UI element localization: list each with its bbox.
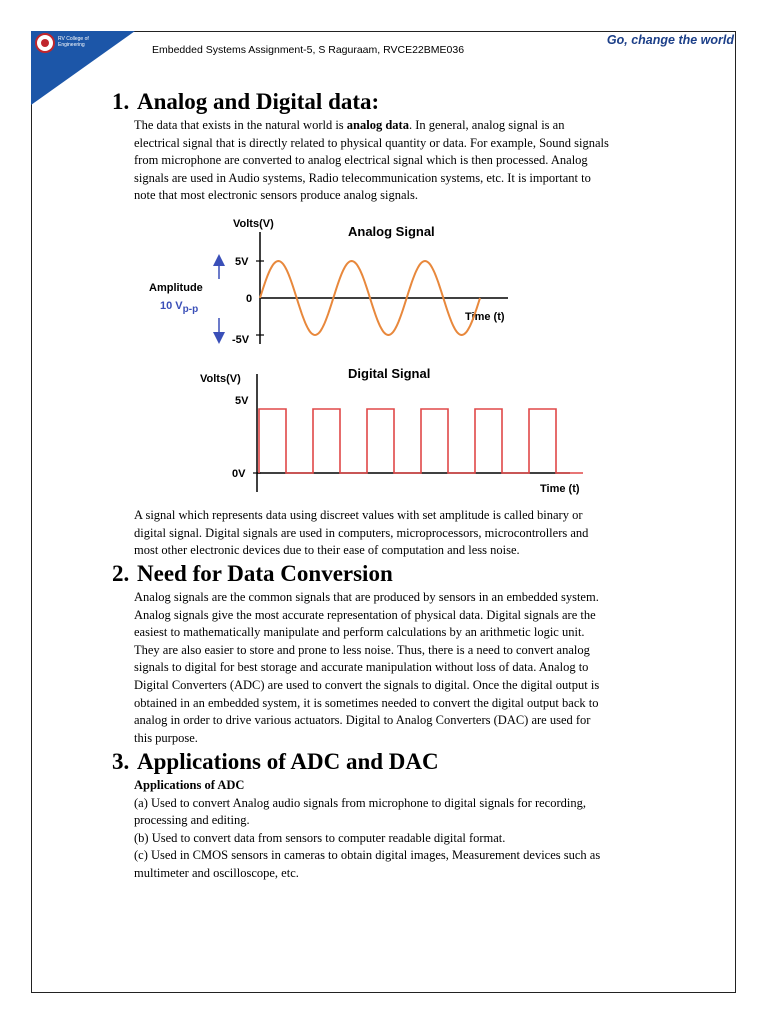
s2-line: Analog signals give the most accurate representation of physical data. Digital signals are the	[134, 607, 596, 622]
analog-tick-zero-label: 0	[246, 293, 253, 305]
section3-title: Applications of ADC and DAC	[137, 749, 439, 774]
p1-line1a: The data that exists in the natural world is	[134, 118, 347, 132]
analog-tick-bottom-label: -5V	[232, 334, 250, 346]
s2-line: this purpose.	[134, 730, 198, 745]
p1-line4: signals are used in Audio systems, Radio telecommunication systems, etc. It is important to	[134, 170, 591, 185]
header-slogan: Go, change the world	[606, 33, 734, 47]
p2-line2: digital signal. Digital signals are used in computers, microprocessors, microcontrollers and	[134, 525, 589, 540]
college-logo-icon	[35, 33, 55, 53]
section1-title: Analog and Digital data:	[137, 89, 380, 114]
section3-heading	[112, 749, 439, 775]
digital-title: Digital Signal	[348, 366, 431, 381]
amplitude-value-main: 10 V	[160, 300, 183, 312]
s2-line: They are also easier to store and prone to less noise. Thus, there is a need to convert analog	[134, 642, 590, 657]
amplitude-value-sub: p-p	[182, 304, 199, 315]
s3-line: processing and editing.	[134, 813, 250, 828]
s2-line: signals to digital for best storage and accurate manipulation without loss of data. Analog to	[134, 660, 589, 675]
header-title: Embedded Systems Assignment-5, S Raguraam, RVCE22BME036	[152, 44, 465, 56]
amplitude-label: Amplitude	[149, 282, 203, 294]
section1-paragraph1	[134, 117, 674, 205]
section2-number: 2.	[112, 561, 130, 586]
digital-y-axis-label: Volts(V)	[200, 373, 241, 385]
analog-data-term: analog data	[346, 118, 409, 132]
s2-line: easiest to mathematically manipulate and perform calculations by an arithmetic logic unit.	[134, 625, 585, 640]
s3-line: (a) Used to convert Analog audio signals from microphone to digital signals for recording,	[134, 795, 586, 810]
digital-tick-low-label: 0V	[232, 468, 246, 480]
s2-line: analog in order to drive various actuators. Digital to Analog Converters (DAC) are used for	[134, 713, 591, 728]
s3-line: multimeter and oscilloscope, etc.	[134, 865, 299, 880]
analog-tick-top-label: 5V	[235, 256, 249, 268]
section3-number: 3.	[112, 749, 130, 774]
digital-waveform	[259, 409, 583, 473]
s2-line: obtained in an embedded system, it is sometimes needed to convert the digital output back to	[134, 695, 599, 710]
section3-paragraph	[134, 777, 674, 883]
amplitude-value	[160, 300, 198, 315]
section1-heading	[112, 89, 379, 115]
p1-line2: electrical signal that is directly related to physical quantity or data. For example, Sound signals	[134, 135, 609, 150]
s3-line: (c) Used in CMOS sensors in cameras to obtain digital images, Measurement devices such as	[134, 848, 601, 863]
digital-tick-high-label: 5V	[235, 395, 249, 407]
section1-paragraph2	[134, 507, 674, 560]
signal-diagram	[140, 212, 600, 502]
section2-title: Need for Data Conversion	[137, 561, 393, 586]
analog-y-axis-label: Volts(V)	[233, 218, 274, 230]
logo-text: RV College of Engineering	[58, 36, 89, 48]
analog-title: Analog Signal	[348, 224, 435, 239]
p2-line1: A signal which represents data using discreet values with set amplitude is called binary or	[134, 508, 583, 522]
s2-line: Analog signals are the common signals that are produced by sensors in an embedded system.	[134, 590, 599, 604]
section2-heading	[112, 561, 393, 587]
p2-line3: most other electronic devices due to their ease of computation and less noise.	[134, 543, 520, 558]
section1-number: 1.	[112, 89, 130, 114]
p1-line1c: . In general, analog signal is an	[408, 118, 565, 132]
digital-x-axis-label: Time (t)	[540, 483, 580, 495]
s3-line: (b) Used to convert data from sensors to computer readable digital format.	[134, 830, 506, 845]
analog-x-axis-label: Time (t)	[465, 311, 505, 323]
section2-paragraph	[134, 589, 674, 747]
p1-line5: note that most electronic sensors produce analog signals.	[134, 188, 418, 203]
adc-applications-subheading: Applications of ADC	[134, 778, 245, 792]
p1-line3: from microphone are converted to analog electrical signal which is then processed. Analog	[134, 153, 588, 168]
s2-line: Digital Converters (ADC) are used to convert the signals to digital. Once the digital output is	[134, 677, 600, 692]
